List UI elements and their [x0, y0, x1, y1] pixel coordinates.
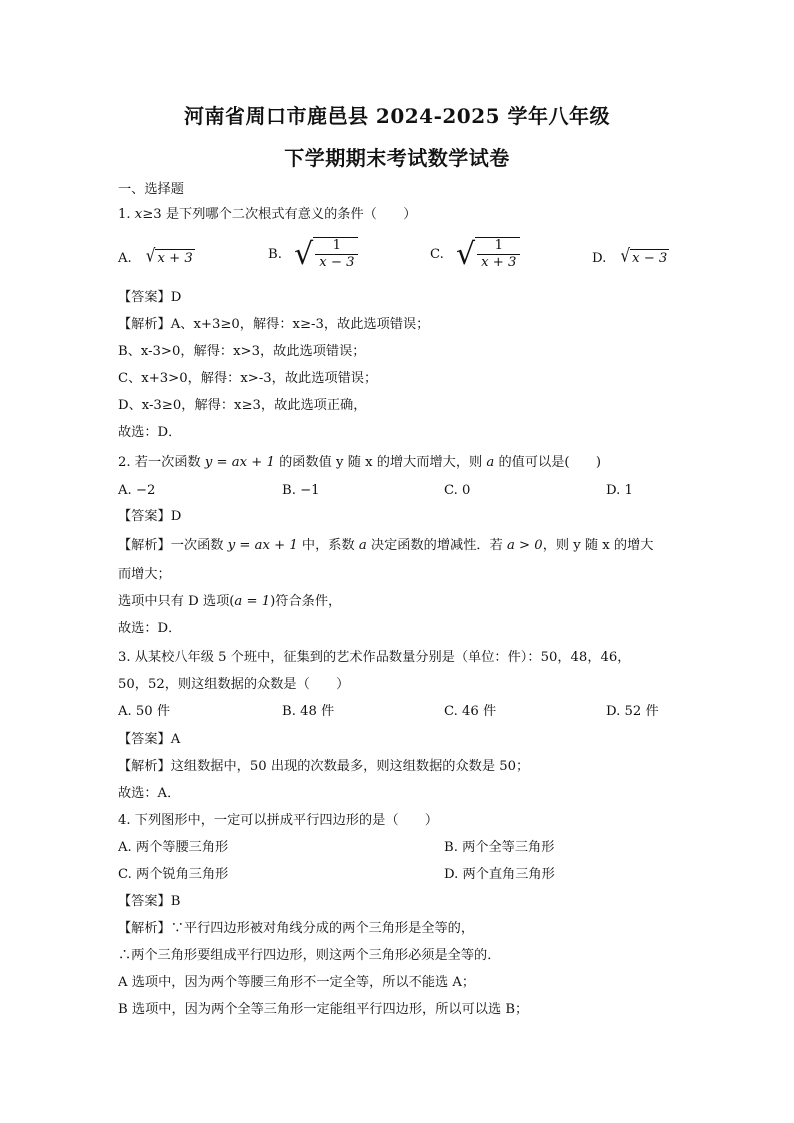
q1-option-b-label: B.	[268, 247, 282, 262]
q1-option-b-numerator: 1	[332, 238, 342, 253]
q1-option-a	[118, 244, 195, 268]
q1-stem-text: ≥3 是下列哪个二次根式有意义的条件（ ）	[142, 207, 417, 222]
q2-option-c: C. 0	[444, 483, 471, 498]
q1-analysis-line-2: B、x-3>0，解得：x>3，故此选项错误；	[118, 344, 366, 359]
q4-stem: 4. 下列图形中，一定可以拼成平行四边形的是（ ）	[118, 813, 439, 828]
q2-stem-part-b: 的函数值 y 随 x 的增大而增大，则	[274, 455, 487, 470]
q1-option-a-sqrt: √ x + 3	[145, 244, 193, 267]
q1-option-c-sqrt: √ $\frac{1}{x + 3}$	[456, 237, 520, 273]
q2-analysis-function: y = ax + 1	[227, 538, 298, 553]
q2-analysis2-condition: a = 1	[234, 594, 271, 609]
q3-option-b: B. 48 件	[282, 704, 335, 719]
q1-analysis-line-1: 【解析】A、x+3≥0，解得：x≥-3，故此选项错误；	[118, 317, 430, 332]
q4-analysis-line-4: B 选项中，因为两个全等三角形一定能组平行四边形，所以可以选 B；	[118, 1002, 529, 1017]
q2-analysis2-part-a: 选项中只有 D 选项(	[118, 594, 235, 609]
q2-analysis-part-d: ，则 y 随 x 的增大	[542, 538, 654, 553]
q1-option-c-label: C.	[430, 247, 444, 262]
q3-stem-line-2: 50，52，则这组数据的众数是（ ）	[118, 677, 350, 692]
q1-option-c	[430, 237, 520, 273]
q2-conclusion: 故选：D．	[118, 621, 182, 636]
q4-analysis-line-2: ∴两个三角形要组成平行四边形，则这两个三角形必须是全等的．	[118, 948, 501, 963]
q3-answer: 【答案】A	[118, 732, 181, 747]
q1-option-b	[268, 237, 358, 273]
q1-conclusion: 故选：D．	[118, 425, 182, 440]
q2-analysis-line-3	[118, 593, 341, 611]
q1-analysis-line-4: D、x-3≥0，解得：x≥3，故此选项正确，	[118, 398, 367, 413]
q4-analysis-line-1: 【解析】∵平行四边形被对角线分成的两个三角形是全等的，	[118, 921, 475, 936]
q3-option-c: C. 46 件	[444, 704, 497, 719]
q4-analysis-line-3: A 选项中，因为两个等腰三角形不一定全等，所以不能选 A；	[118, 975, 476, 990]
document-title-line-2: 下学期期末考试数学试卷	[284, 146, 510, 170]
q3-stem-line-1: 3. 从某校八年级 5 个班中，征集到的艺术作品数量分别是（单位：件）：50，48，46，	[118, 650, 631, 665]
q1-option-c-denominator: x + 3	[477, 254, 520, 271]
q1-option-c-numerator: 1	[494, 238, 503, 253]
q3-analysis: 【解析】这组数据中，50 出现的次数最多，则这组数据的众数是 50；	[118, 759, 530, 774]
q4-option-b: B. 两个全等三角形	[444, 840, 555, 855]
q1-option-d-radicand: x − 3	[632, 251, 668, 266]
q2-analysis-part-a: 【解析】一次函数	[118, 538, 228, 553]
q1-answer: 【答案】D	[118, 290, 182, 305]
q1-stem	[118, 206, 416, 224]
q2-option-d: D. 1	[606, 483, 633, 498]
q1-option-b-denominator: x − 3	[315, 254, 358, 271]
q1-variable: x	[134, 207, 143, 222]
q1-number: 1.	[118, 207, 131, 222]
q3-conclusion: 故选：A．	[118, 786, 181, 801]
q4-option-c: C. 两个锐角三角形	[118, 867, 229, 882]
document-title-line-1: 河南省周口市鹿邑县 2024-2025 学年八年级	[183, 104, 611, 128]
q1-option-b-sqrt: √ $\frac{1}{x - 3}$	[294, 237, 358, 273]
q4-option-d: D. 两个直角三角形	[444, 867, 555, 882]
q2-answer: 【答案】D	[118, 509, 182, 524]
section-heading: 一、选择题	[118, 182, 184, 197]
q4-answer: 【答案】B	[118, 894, 181, 909]
q2-analysis-line-2: 而增大；	[118, 567, 171, 582]
q2-variable: a	[486, 455, 495, 470]
q3-option-a: A. 50 件	[118, 704, 171, 719]
q3-option-d: D. 52 件	[606, 704, 659, 719]
q1-option-d	[592, 244, 669, 268]
q2-stem-part-c: 的值可以是( )	[494, 455, 602, 470]
q2-analysis2-part-b: )符合条件，	[270, 594, 342, 609]
q1-option-a-radicand: x + 3	[157, 251, 193, 266]
q1-analysis-line-3: C、x+3>0，解得：x>-3，故此选项错误；	[118, 371, 378, 386]
q2-option-a: A. −2	[118, 483, 156, 498]
q1-option-d-label: D.	[592, 251, 607, 266]
q2-analysis-part-c: 决定函数的增减性．若	[366, 538, 507, 553]
q2-analysis-condition: a > 0	[507, 538, 543, 553]
q1-option-d-sqrt: √ x − 3	[620, 244, 668, 267]
q2-analysis-variable: a	[358, 538, 367, 553]
q1-option-a-label: A.	[118, 251, 132, 266]
q2-function: y = ax + 1	[204, 455, 275, 470]
q2-analysis-part-b: 中，系数	[297, 538, 359, 553]
q4-option-a: A. 两个等腰三角形	[118, 840, 229, 855]
q2-stem-part-a: 2. 若一次函数	[118, 455, 205, 470]
q2-stem	[118, 454, 601, 472]
q2-analysis-line-1	[118, 537, 653, 555]
q2-option-b: B. −1	[282, 483, 320, 498]
